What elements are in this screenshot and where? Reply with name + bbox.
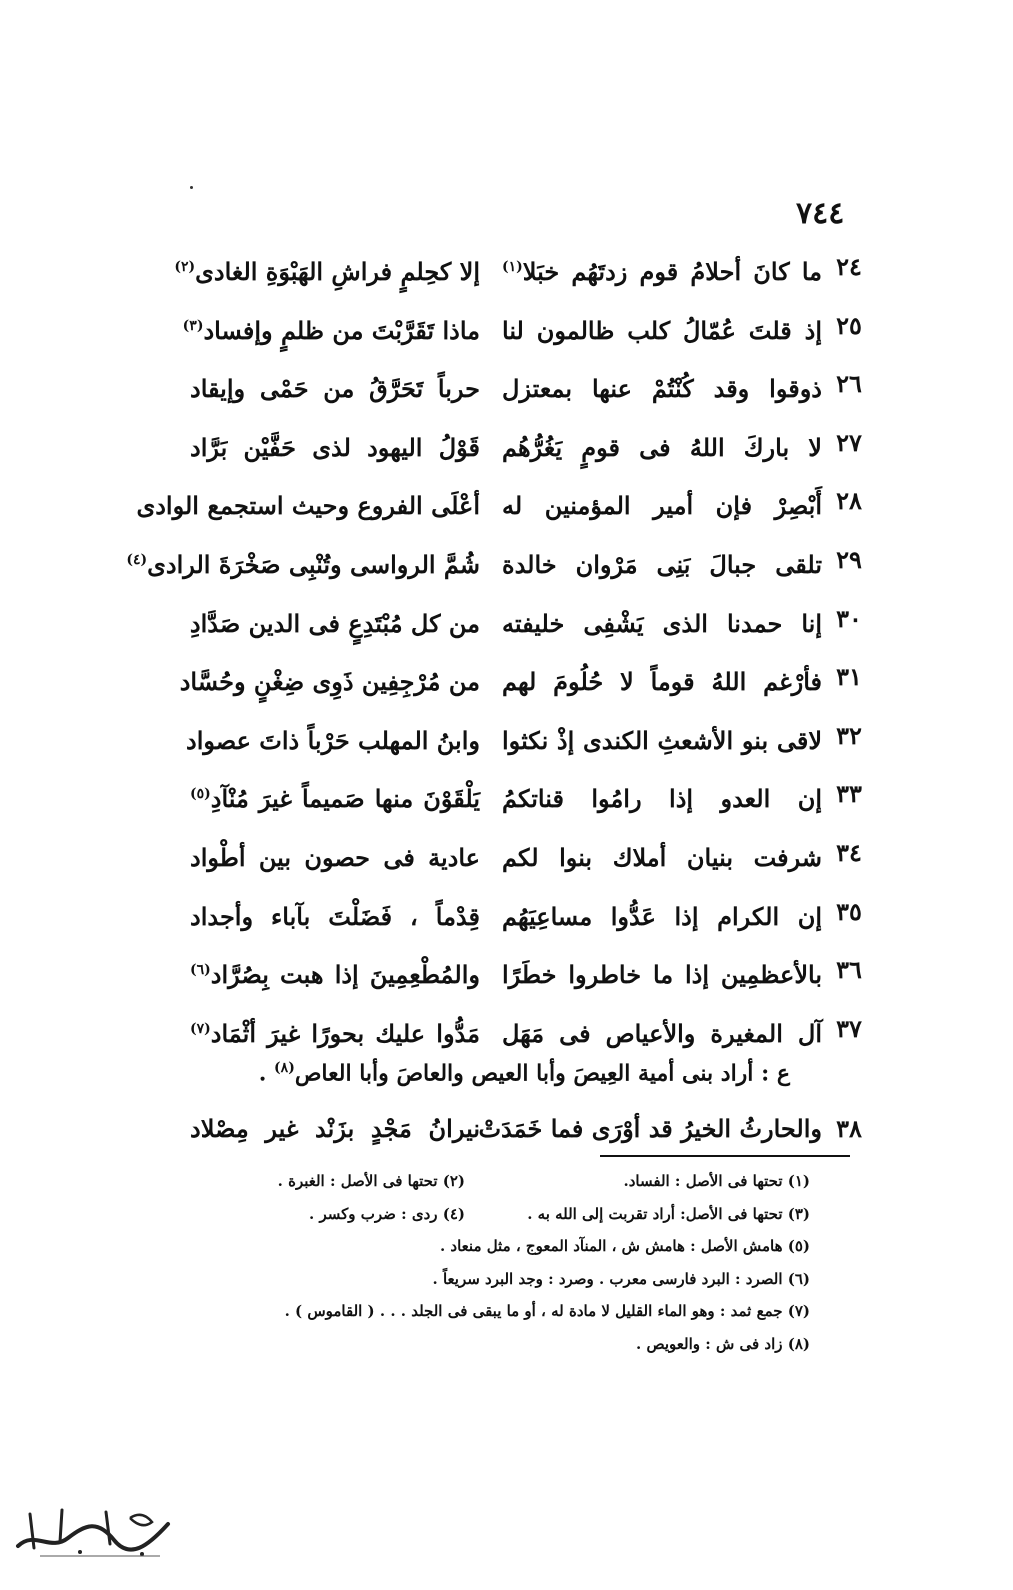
verse-36 (190, 941, 870, 1000)
second-hemistich: عادية فى حصون بين أطْواد (190, 842, 480, 872)
page-number: ٧٤٤ (796, 196, 845, 231)
verse-number: ٣٨ (836, 1114, 862, 1143)
second-hemistich: من كل مُبْتَدِعٍ فى الدين صَدَّادِ (189, 608, 480, 638)
verse-number: ٣٦ (836, 955, 862, 985)
verse-number: ٣٢ (836, 720, 862, 750)
second-hemistich: يَلْقَوْنَ منها صَميماً غيرَ مُنْآدِ$^{(٥)}$ (190, 784, 480, 814)
first-hemistich: لاقى بنو الأشعثِ الكندى إذْ نكثوا (502, 725, 822, 755)
first-hemistich: تلقى جبالَ بَنِى مَرْوان خالدة (502, 549, 822, 579)
second-hemistich: ماذا تَقَرَّبْتَ من ظلمٍ وإفساد$^{(٣)}$ (182, 315, 480, 345)
first-hemistich: أَبْصِرْ فإن أمير المؤمنين له (502, 491, 822, 521)
footnote-2: (٢) تحتها فى الأصل : الغبرة . (277, 1172, 465, 1190)
verse-number: ٢٧ (836, 427, 862, 457)
verse-29 (126, 531, 870, 590)
verse-34 (190, 824, 870, 883)
footnote-ref: (١) (502, 259, 523, 275)
verse-30 (190, 590, 870, 649)
verse-number: ٢٨ (836, 486, 862, 516)
verse-32 (186, 707, 870, 766)
footnote-ref: (٥) (190, 786, 211, 803)
verse-number: ٣٠ (836, 603, 862, 633)
footnote-ref: (٢) (174, 259, 196, 275)
note-end: . (258, 1060, 275, 1087)
first-hemistich: آل المغيرة والأعياص فى مَهَل (502, 1018, 822, 1048)
verse-number: ٣٣ (836, 779, 862, 809)
verse-24 (174, 238, 870, 297)
footnote-row (200, 1198, 810, 1231)
second-hemistich: مَدُّوا عليك بحورًا غيرَ أثْمَاد$^{(٧)}$ (190, 1018, 480, 1048)
footnote-ref: (٧) (190, 1020, 211, 1037)
second-hemistich: إلا كحِلمٍ فراشِ الهَبْوَةِ الغادى$^{(٢)}$ (174, 257, 480, 286)
footnotes (200, 1165, 810, 1360)
verse-number: ٣٤ (836, 837, 862, 867)
second-hemistich: نيرانُ مَجْدٍ بزَنْد غير مِصْلاد (190, 1114, 480, 1143)
calligraphic-stamp-logo (10, 1500, 175, 1560)
footnote-row (200, 1230, 810, 1263)
footnote-row (200, 1295, 810, 1328)
second-hemistich: من مُرْجِفِين ذَوِى ضِغْنٍ وحُسَّاد (179, 667, 480, 697)
verse-31 (179, 648, 870, 707)
second-hemistich: والمُطْعِمِينَ إذا هبت بِصُرَّاد$^{(٦)}$ (190, 960, 480, 990)
verse-38 (190, 1100, 870, 1159)
verse-number: ٣٥ (836, 896, 862, 926)
second-hemistich: قَوْلُ اليهود لذى حَفَّيْن بَرَّاد (190, 432, 480, 462)
first-hemistich: ما كانَ أحلامُ قوم زدتَهُم خبَلا$^{(١)}$ (502, 257, 822, 286)
first-hemistich: بالأعظمِين إذا ما خاطروا خطَرًا (502, 960, 822, 990)
second-hemistich: أعْلَى الفروع وحيث استجمع الوادى (136, 491, 480, 521)
footnote-8: (٨) زاد فى ش : والعويص . (636, 1334, 810, 1353)
note-text: ع : أراد بنى أمية العِيصَ وأبا العيص والعاصَ وأبا العاص (294, 1060, 790, 1087)
first-hemistich: إنا حمدنا الذى يَشْفِى خليفته (502, 608, 822, 638)
verse-number: ٢٥ (836, 310, 862, 340)
footnote-row (200, 1263, 810, 1296)
verse-number: ٢٦ (836, 369, 862, 399)
first-hemistich: والحارثُ الخيرُ قد أوْرَى فما خَمَدَتْ (478, 1114, 822, 1143)
first-hemistich: إن العدو إذا رامُوا قناتكمُ (502, 784, 822, 814)
footnote-ref: (٨) (274, 1060, 295, 1076)
verse-number: ٢٩ (836, 544, 862, 574)
verse-33 (190, 765, 870, 824)
verse-37 (190, 1000, 870, 1059)
verse-28 (136, 472, 870, 531)
verse-list (126, 238, 870, 1058)
verse-number: ٢٤ (836, 252, 862, 281)
footnote-3: (٣) تحتها فى الأصل: أراد تقربت إلى الله به . (527, 1204, 810, 1223)
verse-number: ٣٧ (836, 1013, 862, 1043)
first-hemistich: شرفت بنيان أملاك بنوا لكم (502, 842, 822, 872)
verse-35 (190, 883, 870, 942)
footnote-ref: (٦) (190, 962, 211, 979)
footnote-5: (٥) هامش الأصل : هامش ش ، المنآد المعوج ، مثل منعاد . (439, 1237, 810, 1255)
verse-26 (190, 355, 870, 414)
verse-number: ٣١ (836, 662, 862, 692)
verse-25 (182, 297, 870, 356)
second-hemistich: قِدْماً ، فَضَلْتَ بآباء وأجداد (190, 901, 480, 931)
editor-note (230, 1060, 790, 1086)
first-hemistich: إن الكرام إذا عَدُّوا مساعِيَهُم (502, 901, 822, 931)
second-hemistich: حرباً تَحَرَّقُ من حَمْى وإيقاد (190, 374, 480, 404)
footnote-ref: (٤) (126, 551, 148, 568)
first-hemistich: فأرْغم اللهُ قوماً لا حُلُومَ لهم (502, 667, 822, 697)
footnote-row (200, 1328, 810, 1361)
footnote-4: (٤) ردى : ضرب وكسر . (309, 1204, 465, 1223)
second-hemistich: وابنُ المهلب حَرْباً ذاتَ عصواد (186, 725, 480, 755)
footnote-row (200, 1165, 810, 1198)
first-hemistich: لا باركَ اللهُ فى قومٍ يَغُرُّهُم (502, 432, 822, 462)
first-hemistich: إذ قلتَ عُمّالُ كلب ظالمون لنا (502, 315, 822, 345)
footnote-1: (١) تحتها فى الأصل : الفساد. (623, 1172, 810, 1190)
footnote-7: (٧) جمع ثمد : وهو الماء القليل لا مادة له ، أو ما يبقى فى الجلد . . . ( القاموس ) . (284, 1302, 810, 1320)
footnote-ref: (٣) (182, 317, 204, 334)
stray-dot (190, 186, 193, 189)
second-hemistich: شُمَّ الرواسى وتُنْبِى صَخْرَةَ الرادى$^{(٤)}$ (126, 549, 480, 579)
verse-27 (190, 414, 870, 473)
footnote-divider (600, 1155, 850, 1157)
footnote-6: (٦) الصرد : البرد فارسى معرب . وصرد : وجد البرد سريعاً . (432, 1269, 810, 1288)
first-hemistich: ذوقوا وقد كُنْتُمْ عنها بمعتزل (502, 374, 822, 404)
